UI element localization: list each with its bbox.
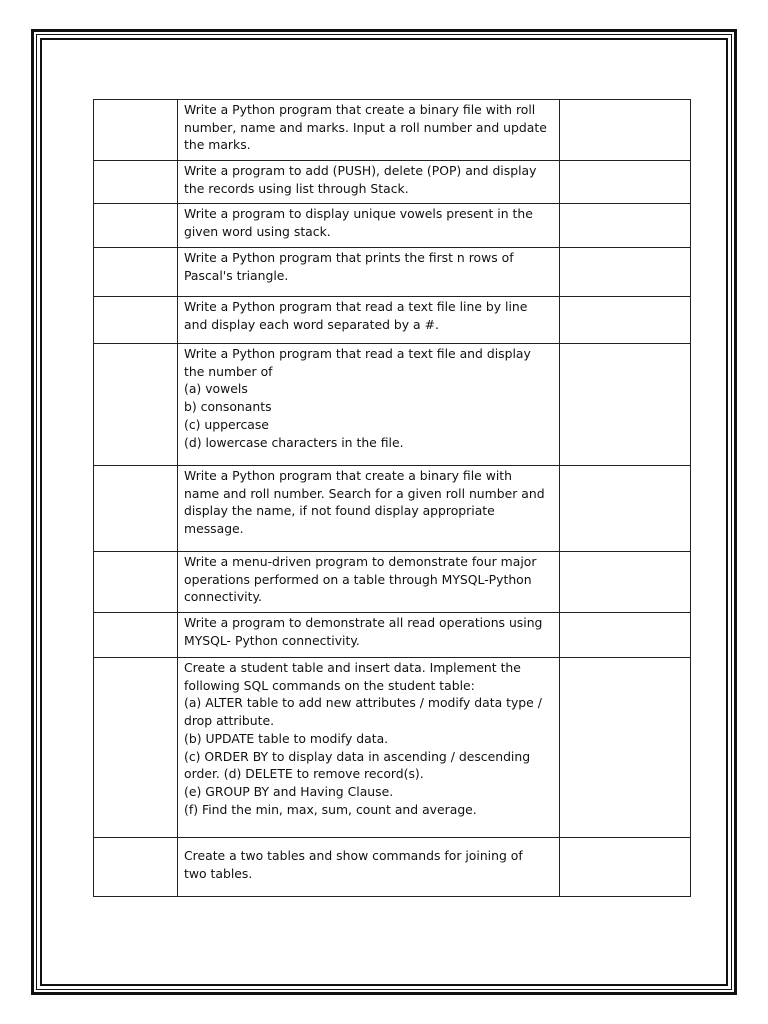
remarks-cell	[560, 552, 691, 613]
serial-cell	[94, 552, 178, 613]
remarks-cell	[560, 344, 691, 466]
table-row	[94, 248, 691, 297]
program-description: Write a menu-driven program to demonstrate four major operations performed on a table through MYSQL-Python connectivity.	[178, 552, 560, 613]
table-row	[94, 552, 691, 613]
program-description: Write a program to demonstrate all read operations using MYSQL- Python connectivity.	[178, 613, 560, 658]
serial-cell	[94, 297, 178, 344]
table-row	[94, 658, 691, 838]
remarks-cell	[560, 466, 691, 552]
serial-cell	[94, 204, 178, 248]
serial-cell	[94, 161, 178, 204]
remarks-cell	[560, 161, 691, 204]
table-row	[94, 297, 691, 344]
table-row	[94, 204, 691, 248]
remarks-cell	[560, 204, 691, 248]
table-row	[94, 613, 691, 658]
program-description: Write a Python program that prints the first n rows of Pascal's triangle.	[178, 248, 560, 297]
table-row	[94, 344, 691, 466]
serial-cell	[94, 248, 178, 297]
serial-cell	[94, 466, 178, 552]
serial-cell	[94, 658, 178, 838]
remarks-cell	[560, 297, 691, 344]
table-row	[94, 100, 691, 161]
table-row	[94, 161, 691, 204]
practical-list-table	[93, 99, 691, 897]
remarks-cell	[560, 658, 691, 838]
program-description: Write a Python program that read a text file line by line and display each word separated by a #.	[178, 297, 560, 344]
serial-cell	[94, 613, 178, 658]
program-description: Write a program to add (PUSH), delete (POP) and display the records using list through Stack.	[178, 161, 560, 204]
serial-cell	[94, 838, 178, 897]
program-description: Write a program to display unique vowels present in the given word using stack.	[178, 204, 560, 248]
table-row	[94, 466, 691, 552]
program-description: Write a Python program that create a binary file with roll number, name and marks. Input a roll number and update the marks.	[178, 100, 560, 161]
program-description: Create a student table and insert data. Implement the following SQL commands on the student table: (a) ALTER table to add new attributes / modify data type / drop attribute. (b) UPDATE table to modify data. (c) ORDER BY to display data in ascending / descending order. (d) DELETE to remove record(s). (e) GROUP BY and Having Clause. (f) Find the min, max, sum, count and average.	[178, 658, 560, 838]
table-row	[94, 838, 691, 897]
remarks-cell	[560, 248, 691, 297]
program-description: Create a two tables and show commands for joining of two tables.	[178, 838, 560, 897]
remarks-cell	[560, 838, 691, 897]
remarks-cell	[560, 100, 691, 161]
program-description: Write a Python program that create a binary file with name and roll number. Search for a given roll number and display the name, if not found display appropriate message.	[178, 466, 560, 552]
serial-cell	[94, 100, 178, 161]
remarks-cell	[560, 613, 691, 658]
program-description: Write a Python program that read a text file and display the number of (a) vowels b) consonants (c) uppercase (d) lowercase characters in the file.	[178, 344, 560, 466]
serial-cell	[94, 344, 178, 466]
